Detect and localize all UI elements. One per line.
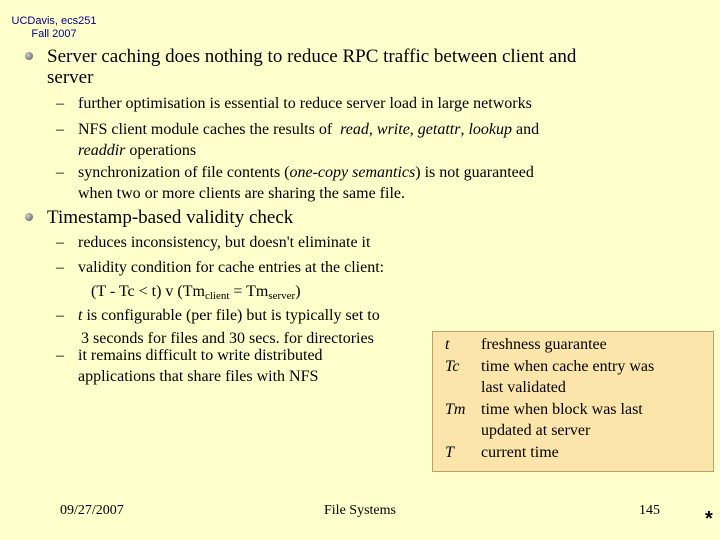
dash-icon: – <box>56 234 64 251</box>
footer-date: 09/27/2007 <box>60 503 124 518</box>
legend-symbols: t Tc Tm T <box>445 336 466 461</box>
dash-icon: – <box>56 259 64 276</box>
footer-title: File Systems <box>324 503 396 518</box>
sub-2-4: it remains difficult to write distributed applications that share files with NFS <box>78 347 323 385</box>
dash-icon: – <box>56 95 64 112</box>
sub-1-1: further optimisation is essential to reduce server load in large networks <box>78 95 532 112</box>
course-header <box>4 15 104 41</box>
legend-descriptions: freshness guarantee time when cache entry was last validated time when block was last updated at server current time <box>481 336 655 461</box>
bullet-1-text <box>47 46 576 88</box>
dash-icon: – <box>56 164 64 181</box>
sub-1-3: synchronization of file contents (one-copy semantics) is not guaranteed when two or more clients are sharing the same file. <box>78 164 534 202</box>
sub-1-2: NFS client module caches the results of read, write, getattr, lookup and readdir operations <box>78 121 540 159</box>
bullet-icon <box>25 213 33 221</box>
bullet-1-line2: server <box>47 67 94 88</box>
dash-icon: – <box>56 121 64 138</box>
bullet-1-line1: Server caching does nothing to reduce RPC traffic between client and <box>47 46 577 67</box>
dash-icon: – <box>56 307 64 324</box>
bullet-2-text: Timestamp-based validity check <box>47 207 294 228</box>
asterisk-mark: * <box>705 508 713 530</box>
course-name: UCDavis, ecs251 <box>11 15 97 27</box>
bullet-icon <box>25 52 33 60</box>
sub-2-3: t is configurable (per file) but is typically set to 3 seconds for files and 30 secs. for directories <box>78 307 380 347</box>
course-term: Fall 2007 <box>31 28 77 40</box>
page-number: 145 <box>639 503 660 518</box>
sub-2-2: validity condition for cache entries at the client: (T - Tc < t) v $(Tm_{client} = Tm_{server})$ <box>78 259 385 302</box>
sub-2-1: reduces inconsistency, but doesn't eliminate it <box>78 234 371 251</box>
dash-icon: – <box>56 347 64 364</box>
